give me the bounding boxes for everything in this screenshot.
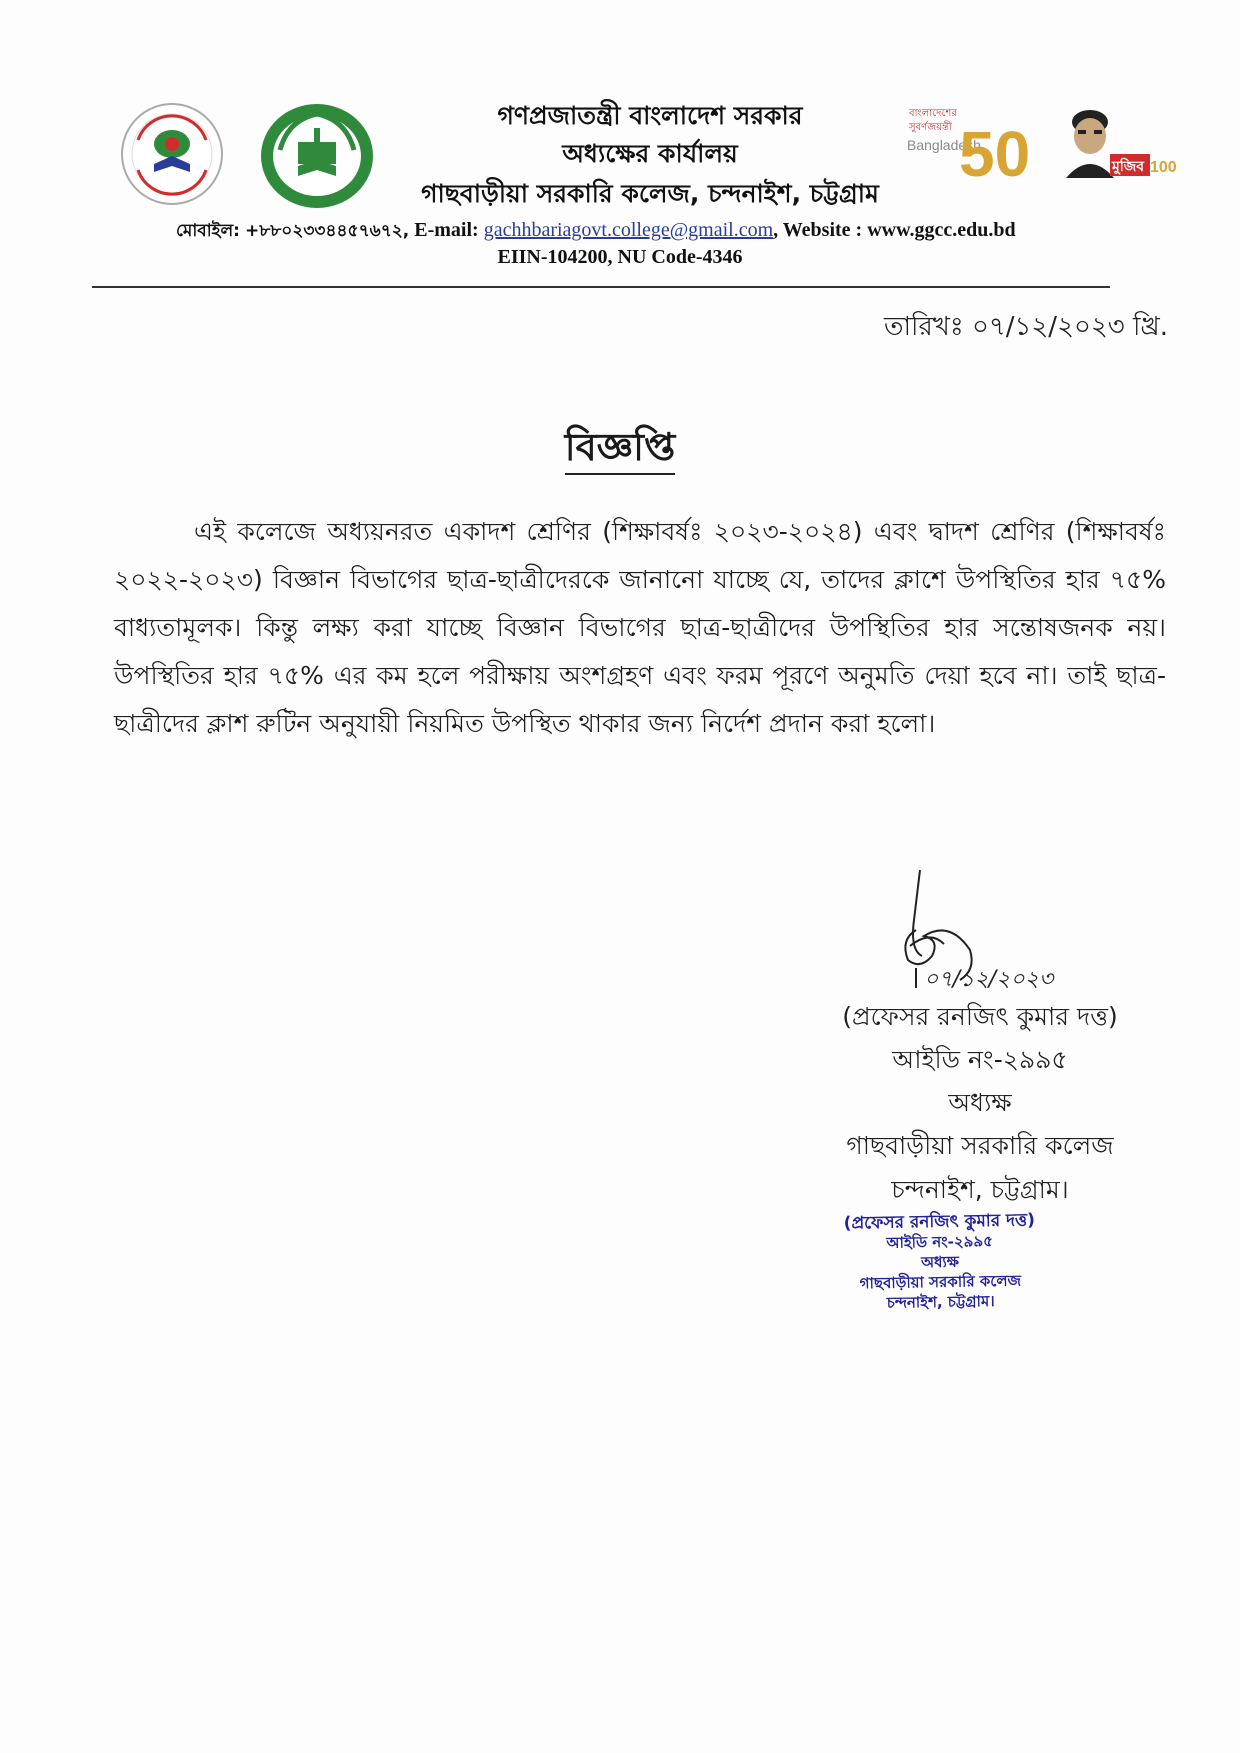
header-government: গণপ্রজাতন্ত্রী বাংলাদেশ সরকার [497, 101, 803, 130]
svg-text:বাংলাদেশের: বাংলাদেশের [909, 108, 957, 119]
notice-title [0, 418, 1240, 482]
website-label: , Website : [773, 219, 863, 241]
mobile-label: মোবাইল: [176, 221, 240, 241]
handwritten-signature-icon [880, 860, 1120, 1000]
seal-id: আইডি নং-২৯৯৫ [886, 1232, 994, 1252]
seal-place: চন্দনাইশ, চট্টগ্রাম। [886, 1292, 995, 1312]
bangladesh-50-text: Bangladesh [907, 137, 981, 153]
bangladesh-50-number: 50 [959, 118, 1031, 190]
email-label: E-mail: [414, 219, 479, 241]
signatory-name: (প্রফেসর রনজিৎ কুমার দত্ত) [842, 1002, 1118, 1031]
notice-date: তারিখঃ ০৭/১২/২০২৩ খ্রি. [883, 312, 1168, 342]
email-link[interactable]: gachhbariagovt.college@gmail.com [483, 219, 774, 241]
signatory-college: গাছবাড়ীয়া সরকারি কলেজ [846, 1131, 1114, 1160]
college-emblem-icon [258, 100, 376, 212]
official-seal [789, 1209, 1091, 1314]
notice-title-text: বিজ্ঞপ্তি [565, 425, 676, 475]
svg-text:সুবর্ণজয়ন্তী: সুবর্ণজয়ন্তী [909, 122, 952, 133]
mujib-borsho-logo-icon [118, 100, 226, 208]
seal-college: গাছবাড়ীয়া সরকারি কলেজ [859, 1271, 1022, 1293]
contact-row [176, 218, 1016, 246]
mobile-number: +৮৮০২৩৩৪৪৫৭৬৭২, [244, 221, 410, 241]
header-divider [92, 286, 1110, 288]
mujib-100-text: মুজিব [1112, 159, 1145, 175]
mujib-100-logo-icon [1052, 100, 1176, 182]
signatory-place: চন্দনাইশ, চট্টগ্রাম। [891, 1175, 1069, 1204]
header-office: অধ্যক্ষের কার্যালয় [562, 139, 738, 168]
website-link[interactable]: www.ggcc.edu.bd [867, 219, 1016, 241]
bangladesh-50-logo-icon [905, 96, 1031, 190]
mujib-100-number: 100 [1150, 159, 1177, 176]
signature-date: ০৭/১২/২০২৩ [924, 967, 1054, 992]
institution-codes: EIIN-104200, NU Code-4346 [497, 246, 743, 268]
seal-designation: অধ্যক্ষ [920, 1252, 960, 1272]
header-college: গাছবাড়ীয়া সরকারি কলেজ, চন্দনাইশ, চট্টগ্রাম [421, 179, 879, 208]
notice-body: এই কলেজে অধ্যয়নরত একাদশ শ্রেণির (শিক্ষাবর্ষঃ ২০২৩-২০২৪) এবং দ্বাদশ শ্রেণির (শিক্ষাবর্ষঃ ২০২২-২০২৩) বিজ্ঞান বিভাগের ছাত্র-ছাত্রীদেরকে জানানো যাচ্ছে যে, তাদের ক্লাশে উপস্থিতির হার ৭৫% বাধ্যতামূলক। কিন্তু লক্ষ্য করা যাচ্ছে বিজ্ঞান বিভাগের ছাত্র-ছাত্রীদের উপস্থিতির হার সন্তোষজনক নয়। উপস্থিতির হার ৭৫% এর কম হলে পরীক্ষায় অংশগ্রহণ এবং ফরম পূরণে অনুমতি দেয়া হবে না। তাই ছাত্র-ছাত্রীদের ক্লাশ রুটিন অনুযায়ী নিয়মিত উপস্থিত থাকার জন্য নির্দেশ প্রদান করা হলো। [114, 517, 1166, 738]
seal-name: (প্রফেসর রনজিৎ কুমার দত্ত) [843, 1210, 1036, 1234]
signatory-designation: অধ্যক্ষ [948, 1088, 1012, 1117]
signatory-id: আইডি নং-২৯৯৫ [892, 1045, 1068, 1074]
